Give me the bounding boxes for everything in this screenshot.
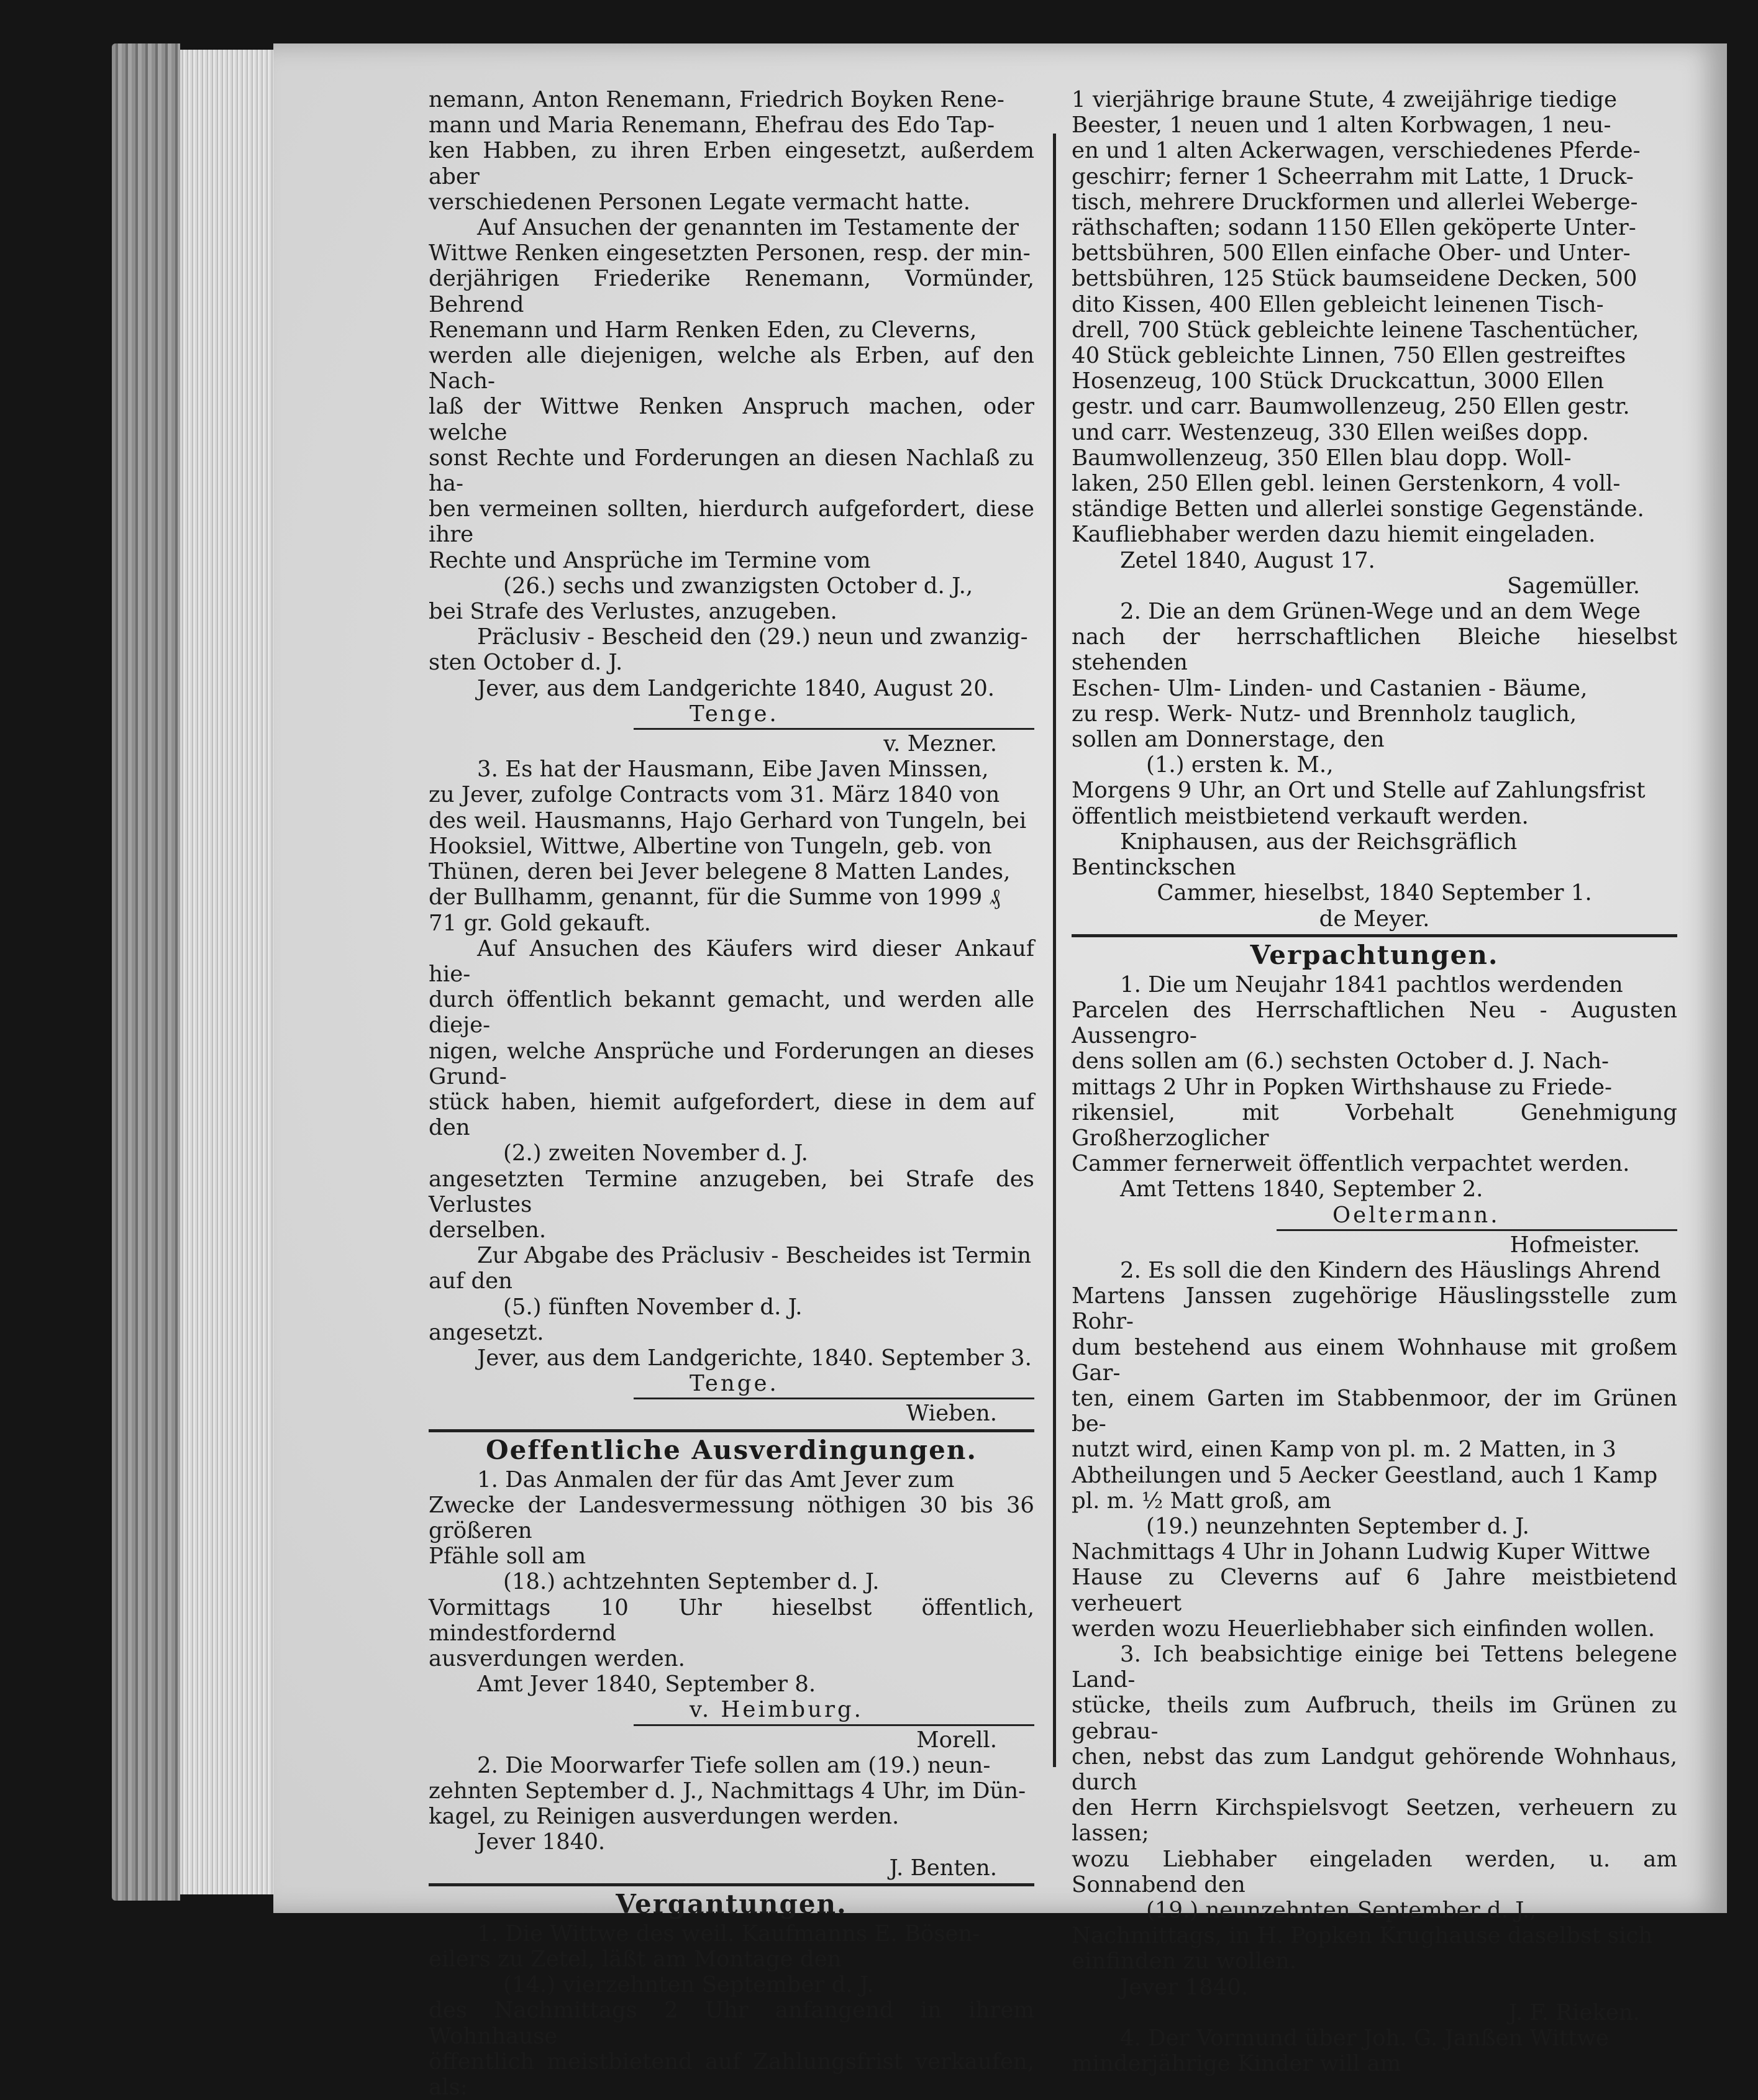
signature-rule [634, 1398, 1034, 1399]
dateline: Jever 1840. [477, 1829, 606, 1855]
text-line: dito Kissen, 400 Ellen gebleicht leinenen Tisch- [1072, 291, 1604, 317]
dateline: Cammer, hieselbst, 1840 September 1. [1157, 880, 1592, 906]
clerk-signature: Hofmeister. [1510, 1232, 1640, 1258]
text-line: angesetzten Termine anzugeben, bei Strafe des Verlustes [429, 1166, 1034, 1217]
text-line: Baumwollenzeug, 350 Ellen blau dopp. Woll- [1072, 445, 1572, 471]
signature-rule [634, 1724, 1034, 1726]
text-line: stücke, theils zum Aufbruch, theils im Grünen zu gebrau- [1072, 1693, 1677, 1744]
text-line: mann und Maria Renemann, Ehefrau des Edo Tap- [429, 112, 995, 139]
text-line: öffentlich meistbietend verkauft werden. [1072, 803, 1529, 829]
text-line: ständige Betten und allerlei sonstige Gegenstände. [1072, 496, 1644, 522]
text-line: zu resp. Werk- Nutz- und Brennholz tauglich, [1072, 701, 1577, 727]
official-signature: Tenge. [690, 1371, 779, 1397]
text-line: wozu Liebhaber eingeladen werden, u. am Sonnabend den [1072, 1846, 1677, 1898]
text-line: der Bullhamm, genannt, für die Summe von 1999 ₰ [429, 884, 1001, 911]
deadline-line: (26.) sechs und zwanzigsten October d. J., [503, 573, 973, 599]
text-line: laß der Wittwe Renken Anspruch machen, oder welche [429, 394, 1034, 445]
text-line: einfinden zu wollen. [1072, 1948, 1297, 1975]
deadline-line: (5.) fünften November d. J. [503, 1294, 803, 1320]
deadline-line: (14.) vierzehnten September d. J. [503, 1972, 874, 1998]
text-line: 3. Ich beabsichtige einige bei Tettens belegene Land- [1072, 1641, 1677, 1693]
text-line: des Nachmittags 2 Uhr anfangend in ihrem Wohnhause [429, 1998, 1034, 2049]
notice-renken-estate [429, 87, 1034, 757]
text-line: laken, 250 Ellen gebl. leinen Gerstenkorn, 4 voll- [1072, 471, 1621, 497]
text-line: 1. Die Wittwe des weil. Kaufmanns E. Bösen- [477, 1920, 980, 1947]
text-line: Auf Ansuchen des Käufers wird dieser Ankauf hie- [429, 935, 1034, 987]
deadline-line: (19.) neunzehnten September d. J. [1146, 1513, 1529, 1539]
text-line: geschirr; ferner 1 Scheerrahm mit Latte, 1 Druck- [1072, 163, 1634, 189]
text-line: rikensiel, mit Vorbehalt Genehmigung Großherzoglicher [1072, 1099, 1677, 1151]
text-line: Nachmittags 4 Uhr in Johann Ludwig Kuper Wittwe [1072, 1539, 1651, 1565]
text-line: auf den [429, 1268, 513, 1294]
text-line: 2. Die Moorwarfer Tiefe sollen am (19.) neun- [477, 1752, 991, 1778]
dateline: Amt Jever 1840, September 8. [477, 1671, 816, 1698]
text-line: derselben. [429, 1217, 547, 1243]
text-line: nigen, welche Ansprüche und Forderungen an dieses Grund- [429, 1038, 1034, 1089]
clerk-signature: v. Mezner. [883, 731, 997, 757]
text-line: ten, einem Garten im Stabbenmoor, der im Grünen be- [1072, 1385, 1677, 1437]
text-line: Zur Abgabe des Präclusiv - Bescheides ist Termin [477, 1243, 1032, 1269]
text-line: ben vermeinen sollten, hierdurch aufgefordert, diese ihre [429, 496, 1034, 548]
section-rule [429, 1883, 1034, 1886]
text-line: bettsbühren, 125 Stück baumseidene Decken, 500 [1072, 266, 1637, 292]
text-line: 1. Das Anmalen der für das Amt Jever zum [477, 1466, 955, 1493]
text-line: Nachmittags, in H. Popken Krughause daselbst sich [1072, 1923, 1653, 1949]
section-ausverdingungen [429, 1435, 1034, 1881]
official-signature: Oeltermann. [1332, 1202, 1500, 1228]
page-edges [180, 50, 280, 1894]
text-line: en und 1 alten Ackerwagen, verschiedenes Pferde- [1072, 138, 1641, 164]
text-line: stück haben, hiemit aufgefordert, diese in dem auf den [429, 1089, 1034, 1141]
deadline-line: (1.) ersten k. M., [1146, 752, 1334, 778]
text-line: gestr. und carr. Baumwollenzeug, 250 Ellen gestr. [1072, 394, 1630, 420]
section-heading: Vergantungen. [616, 1888, 847, 1919]
text-line: zehnten September d. J., Nachmittags 4 Uhr, im Dün- [429, 1778, 1026, 1804]
text-line: Thünen, deren bei Jever belegene 8 Matten Landes, [429, 859, 1011, 885]
text-line: sollen am Donnerstage, den [1072, 727, 1385, 753]
deadline-line: (18.) achtzehnten September d. J. [503, 1569, 880, 1595]
text-line: nach der herrschaftlichen Bleiche hieselbst stehenden [1072, 624, 1677, 676]
section-vergantungen [429, 1889, 1034, 2100]
text-line: Rechte und Ansprüche im Termine vom [429, 547, 871, 573]
right-column [1072, 87, 1677, 2076]
text-line: Vormittags 10 Uhr hieselbst öffentlich, mindestfordernd [429, 1594, 1034, 1646]
text-line: drell, 700 Stück gebleichte leinene Taschentücher, [1072, 317, 1639, 343]
text-line: zu Jever, zufolge Contracts vom 31. März 1840 von [429, 782, 1000, 808]
clerk-signature: J. F. Rieken. [1508, 1999, 1640, 2025]
text-line: nemann, Anton Renemann, Friedrich Boyken Rene- [429, 87, 1004, 112]
text-line: dum bestehend aus einem Wohnhause mit großem Gar- [1072, 1334, 1677, 1386]
text-line: Martens Janssen zugehörige Häuslingsstelle zum Rohr- [1072, 1283, 1677, 1335]
clerk-signature: de Meyer. [1319, 906, 1430, 932]
text-line: ausverdungen werden. [429, 1645, 685, 1671]
signature-rule [1277, 1229, 1677, 1231]
text-line: verschiedenen Personen Legate vermacht hatte. [429, 189, 971, 215]
text-line: dens sollen am (6.) sechsten October d. J. Nach- [1072, 1048, 1610, 1075]
text-line: Wittwe Renken eingesetzten Personen, resp. der min- [429, 240, 1031, 266]
notice-auction-items [1072, 87, 1677, 599]
text-line: bei Strafe des Verlustes, anzugeben. [429, 599, 837, 625]
section-verpachtungen [1072, 940, 1677, 2077]
text-line: Pfähle soll am [429, 1543, 586, 1570]
text-line: Kaufliebhaber werden dazu hiemit eingeladen. [1072, 522, 1596, 548]
notice-bullhamm-sale [429, 757, 1034, 1426]
text-line: Zwecke der Landesvermessung nöthigen 30 bis 36 größeren [429, 1492, 1034, 1543]
text-line: pl. m. ½ Matt groß, am [1072, 1488, 1332, 1514]
book-spine [112, 43, 180, 1901]
text-line: angesetzt. [429, 1319, 544, 1345]
text-line: ken Habben, zu ihren Erben eingesetzt, außerdem aber [429, 138, 1034, 189]
dateline: Zetel 1840, August 17. [1120, 547, 1375, 573]
clerk-signature: Sagemüller. [1507, 573, 1640, 599]
official-signature: Tenge. [690, 701, 779, 727]
clerk-signature: J. Benten. [889, 1855, 997, 1881]
text-line: und carr. Westenzeug, 330 Ellen weißes dopp. [1072, 419, 1589, 445]
text-line: des weil. Hausmanns, Hajo Gerhard von Tungeln, bei [429, 807, 1027, 834]
text-line: 40 Stück gebleichte Linnen, 750 Ellen gestreiftes [1072, 343, 1626, 369]
text-line: chen, nebst das zum Landgut gehörende Wohnhaus, durch [1072, 1743, 1677, 1795]
section-rule [429, 1429, 1034, 1432]
text-line: den Herrn Kirchspielsvogt Seetzen, verheuern zu lassen; [1072, 1795, 1677, 1847]
text-line: 2. Es soll die den Kindern des Häuslings Ahrend [1120, 1257, 1661, 1283]
column-divider [1053, 134, 1056, 1767]
dateline: Jever 1840. [1120, 1974, 1249, 2000]
text-line: 4. Der Vormund über Joh. G. Janßen Wittwe [1120, 2025, 1609, 2052]
text-line: kagel, zu Reinigen ausverdungen werden. [429, 1804, 899, 1830]
dateline: Amt Tettens 1840, September 2. [1120, 1176, 1483, 1202]
text-line: Hause zu Cleverns auf 6 Jahre meistbietend verheuert [1072, 1565, 1677, 1616]
text-line: derjährigen Friederike Renemann, Vormünder, Behrend [429, 266, 1034, 317]
dateline: Jever, aus dem Landgerichte, 1840. September 3. [477, 1345, 1032, 1371]
left-column [429, 87, 1034, 2100]
text-line: minderjährige Kinder will am [1072, 2051, 1401, 2077]
clerk-signature: Morell. [916, 1727, 997, 1753]
text-line: 3. Es hat der Hausmann, Eibe Javen Minssen, [477, 757, 989, 783]
text-line: werden alle diejenigen, welche als Erben, auf den Nach- [429, 343, 1034, 394]
text-line: 1 vierjährige braune Stute, 4 zweijährige tiedige [1072, 87, 1617, 112]
text-line: tisch, mehrere Druckformen und allerlei Weberge- [1072, 189, 1638, 215]
text-line: öffentlich meistbietend auf Zahlungsfrist verkaufen, als: [429, 2048, 1034, 2100]
deadline-line: (2.) zweiten November d. J. [503, 1140, 808, 1166]
section-heading: Verpachtungen. [1250, 939, 1499, 970]
text-line: werden wozu Heuerliebhaber sich einfinden wollen. [1072, 1616, 1655, 1642]
text-line: 1. Die um Neujahr 1841 pachtlos werdenden [1120, 971, 1623, 998]
notice-tree-sale [1072, 599, 1677, 932]
dateline: Jever, aus dem Landgerichte 1840, August 20. [477, 675, 995, 701]
text-line: eilers zu Zetel, läßt am Montage den [429, 1947, 842, 1973]
text-line: Auf Ansuchen der genannten im Testamente der [477, 215, 1019, 241]
clerk-signature: Wieben. [906, 1401, 997, 1427]
text-line: Cammer fernerweit öffentlich verpachtet werden. [1072, 1151, 1630, 1177]
text-line: sonst Rechte und Forderungen an diesen Nachlaß zu ha- [429, 445, 1034, 497]
text-line: Präclusiv - Bescheid den (29.) neun und zwanzig- [477, 624, 1028, 650]
section-rule [1072, 934, 1677, 937]
text-line: Hosenzeug, 100 Stück Druckcattun, 3000 Ellen [1072, 368, 1605, 394]
deadline-line: (19.) neunzehnten September d. J., [1146, 1898, 1537, 1924]
text-line: Parcelen des Herrschaftlichen Neu - Augusten Aussengro- [1072, 997, 1677, 1049]
text-line: räthschaften; sodann 1150 Ellen geköperte Unter- [1072, 215, 1636, 241]
text-line: nutzt wird, einen Kamp von pl. m. 2 Matten, in 3 [1072, 1437, 1616, 1463]
text-line: mittags 2 Uhr in Popken Wirthshause zu Friede- [1072, 1074, 1613, 1100]
official-signature: v. Heimburg. [690, 1697, 863, 1723]
text-line: Beester, 1 neuen und 1 alten Korbwagen, 1 neu- [1072, 112, 1611, 139]
signature-rule [634, 728, 1034, 730]
text-line: durch öffentlich bekannt gemacht, und werden alle dieje- [429, 987, 1034, 1039]
text-line: Renemann und Harm Renken Eden, zu Cleverns, [429, 317, 977, 343]
text-line: Morgens 9 Uhr, an Ort und Stelle auf Zahlungsfrist [1072, 778, 1646, 804]
text-line: 2. Die an dem Grünen-Wege und an dem Wege [1120, 599, 1641, 625]
text-line: 71 gr. Gold gekauft. [429, 910, 651, 936]
text-line: bettsbühren, 500 Ellen einfache Ober- und Unter- [1072, 240, 1631, 266]
text-line: Eschen- Ulm- Linden- und Castanien - Bäume, [1072, 675, 1588, 701]
section-heading: Oeffentliche Ausverdingungen. [485, 1434, 978, 1465]
text-line: Abtheilungen und 5 Aecker Geestland, auch 1 Kamp [1072, 1462, 1658, 1488]
text-line: Hooksiel, Wittwe, Albertine von Tungeln, geb. von [429, 833, 992, 859]
text-line: sten October d. J. [429, 650, 623, 676]
dateline: Kniphausen, aus der Reichsgräflich Bentinckschen [1072, 829, 1518, 881]
